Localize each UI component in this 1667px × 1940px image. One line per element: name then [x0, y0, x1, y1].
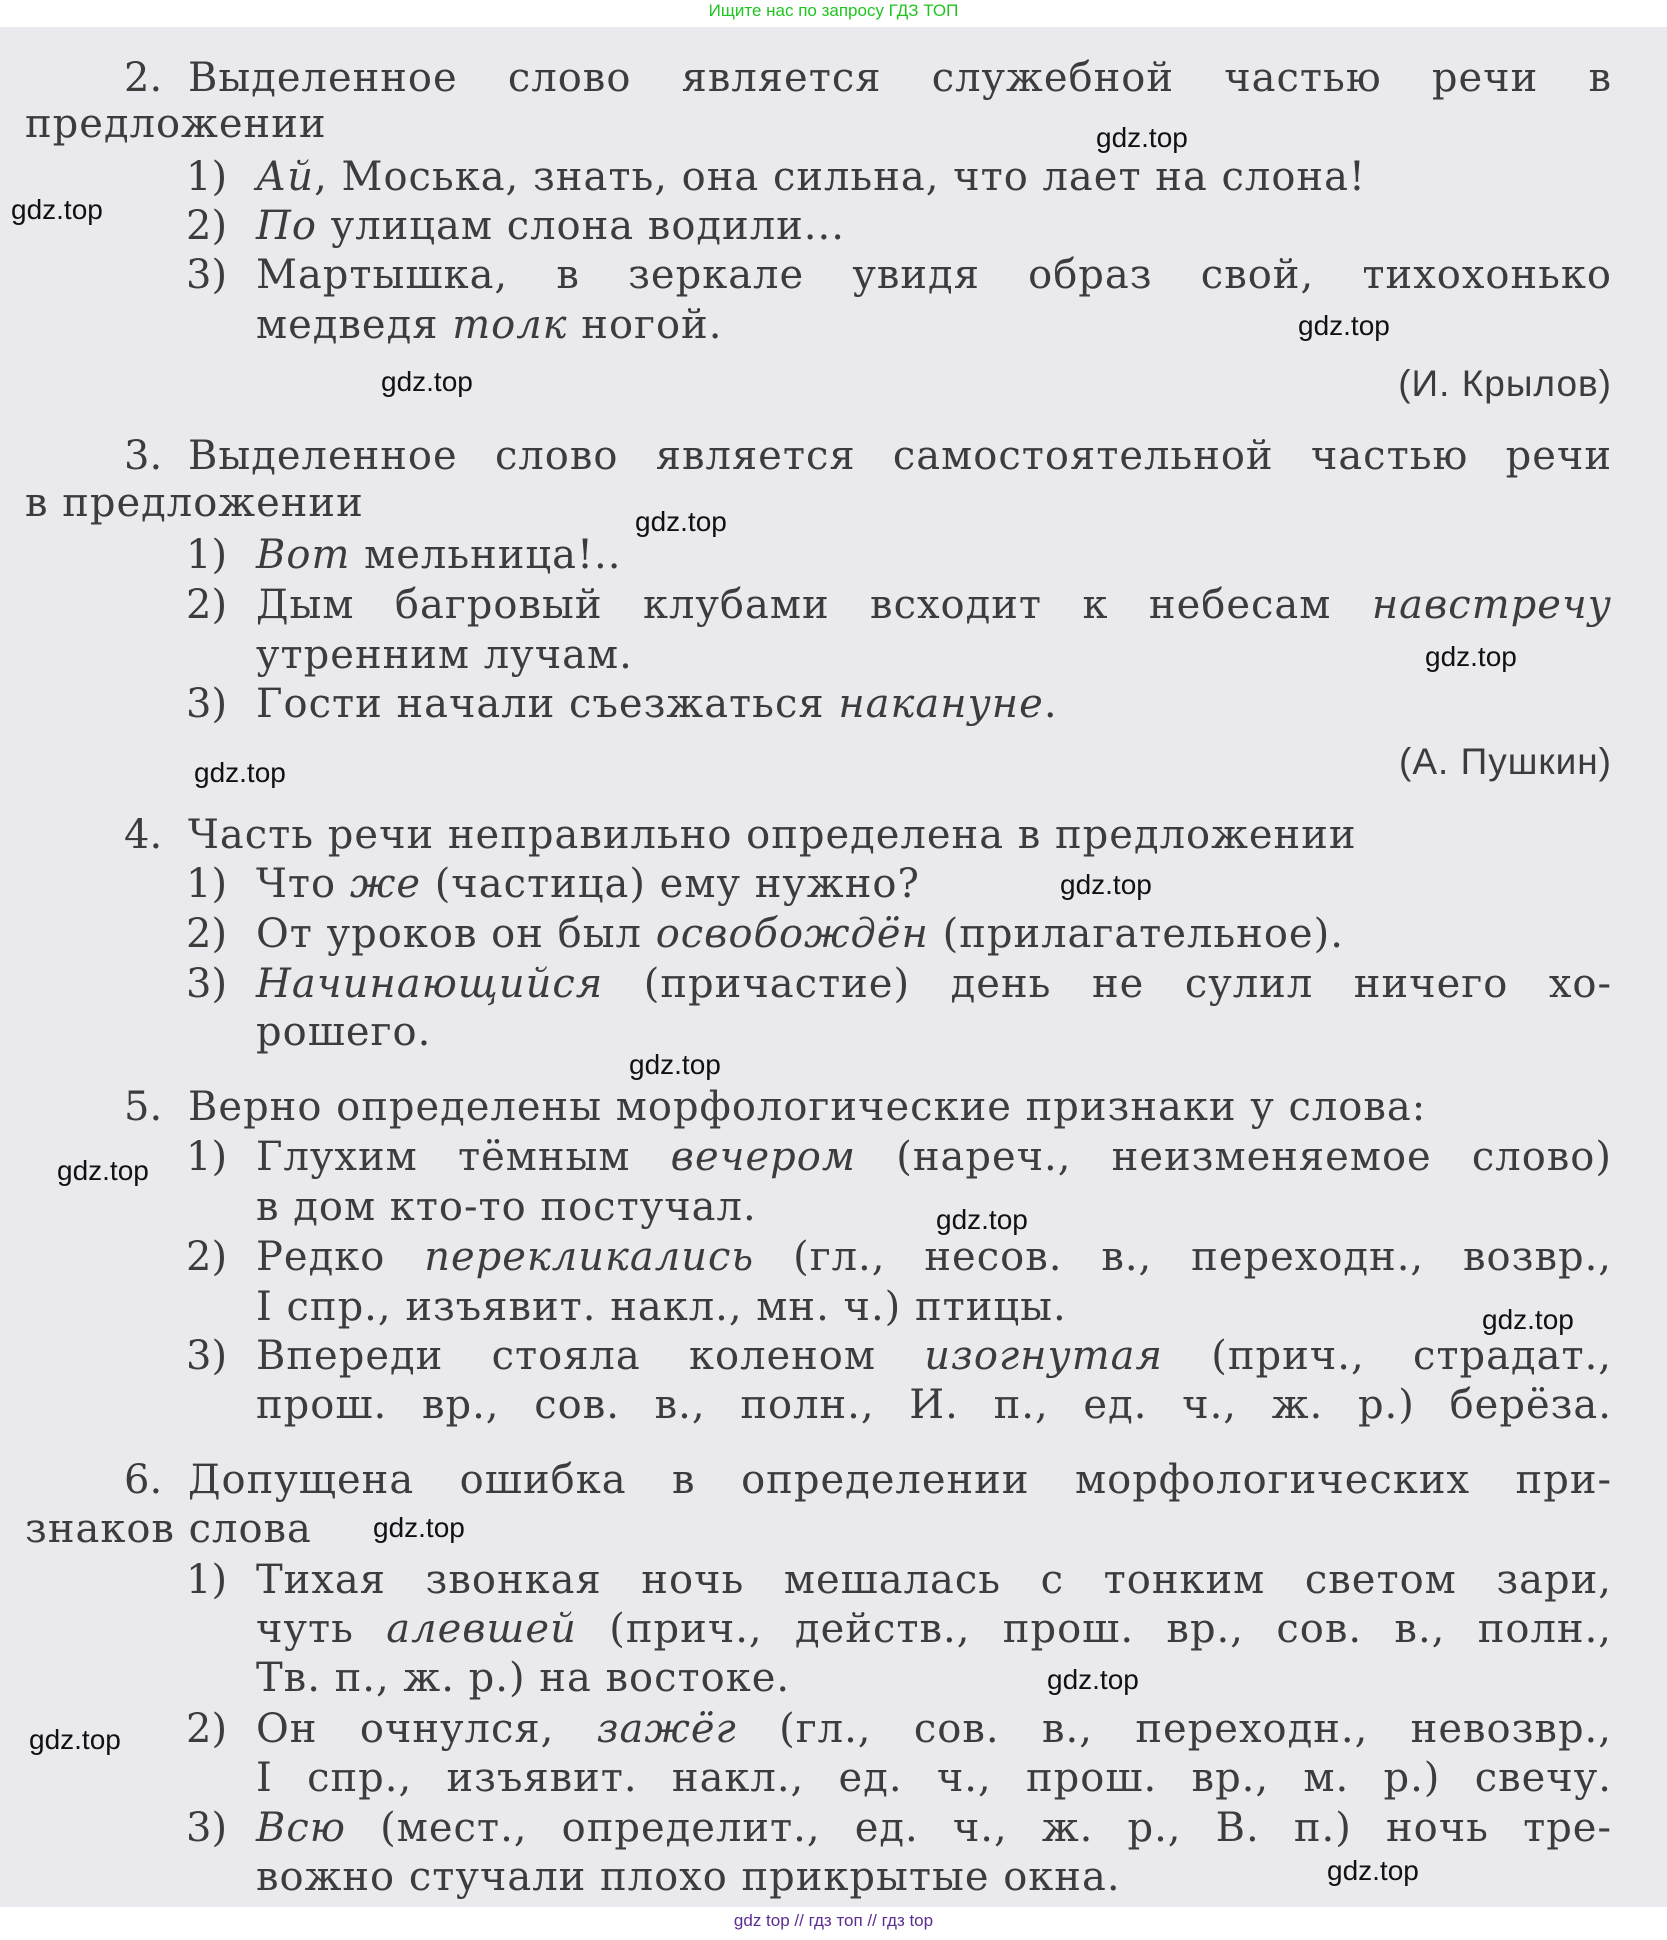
- text-segment: прош. вр., сов. в., полн., И. п., ед. ч., ж. р.) берёза.: [256, 1382, 1612, 1428]
- text-segment: (нареч., неизменяемое слово): [856, 1134, 1612, 1180]
- text-segment: Глухим тёмным: [256, 1134, 671, 1180]
- text-segment: Допущена ошибка в определении морфологических при-: [188, 1457, 1612, 1503]
- option-number: 2): [186, 203, 228, 249]
- text-segment: (прич., действ., прош. вр., сов. в., полн.,: [576, 1606, 1612, 1652]
- watermark-text: gdz.top: [194, 757, 286, 788]
- text-segment: Часть речи неправильно определена в предложении: [188, 812, 1357, 858]
- option-number: 2): [186, 1706, 228, 1752]
- option-text: [256, 1232, 1612, 1282]
- question-number: 3.: [124, 433, 163, 479]
- watermark-text: gdz.top: [57, 1155, 149, 1186]
- question-number: 5.: [124, 1084, 163, 1130]
- text-segment: Мартышка, в зеркале увидя образ свой, тихохонько: [256, 252, 1612, 298]
- question-text-continued: [25, 99, 1612, 149]
- option-text: [256, 959, 1612, 1009]
- highlighted-word: перекликались: [424, 1234, 755, 1280]
- highlighted-word: накануне: [838, 681, 1044, 727]
- highlighted-word: Вот: [256, 532, 351, 578]
- text-segment: знаков слова: [25, 1506, 312, 1552]
- option-number: 1): [186, 532, 228, 578]
- question-text: [188, 810, 1612, 860]
- watermark-text: gdz.top: [1060, 869, 1152, 900]
- text-segment: (гл., сов. в., переходн., невозвр.,: [736, 1706, 1612, 1752]
- option-text: [256, 1704, 1612, 1754]
- option-number: 3): [186, 1805, 228, 1851]
- option-text: [256, 530, 1612, 580]
- question-text-continued: [25, 1504, 1612, 1554]
- option-text-continued: [256, 300, 1612, 350]
- watermark-text: gdz.top: [373, 1512, 465, 1543]
- option-text-continued: [256, 630, 1612, 680]
- text-segment: в предложении: [25, 480, 364, 526]
- watermark-text: gdz.top: [1482, 1304, 1574, 1335]
- option-number: 2): [186, 911, 228, 957]
- highlighted-word: вечером: [670, 1134, 857, 1180]
- text-segment: ногой.: [567, 302, 723, 348]
- option-number: 3): [186, 252, 228, 298]
- watermark-text: gdz.top: [29, 1724, 121, 1755]
- text-segment: (причастие) день не сулил ничего хо-: [603, 961, 1612, 1007]
- watermark-text: gdz.top: [1096, 122, 1188, 153]
- text-segment: улицам слона водили...: [316, 203, 845, 249]
- text-segment: I спр., изъявит. накл., мн. ч.) птицы.: [256, 1284, 1067, 1330]
- option-text: [256, 152, 1612, 202]
- text-segment: Редко: [256, 1234, 425, 1280]
- question-text-continued: [25, 478, 1612, 528]
- question-text: [188, 1082, 1612, 1132]
- option-text: [256, 250, 1612, 300]
- highlighted-word: алевшей: [386, 1606, 577, 1652]
- watermark-text: gdz.top: [1298, 310, 1390, 341]
- search-banner: Ищите нас по запросу ГДЗ ТОП: [708, 1, 959, 20]
- option-number: 1): [186, 1557, 228, 1603]
- text-segment: , Моська, знать, она сильна, что лает на слона!: [314, 154, 1366, 200]
- text-segment: I спр., изъявит. накл., ед. ч., прош. вр., м. р.) свечу.: [256, 1755, 1612, 1801]
- highlighted-word: Ай: [256, 154, 315, 200]
- text-segment: мельница!..: [350, 532, 622, 578]
- text-segment: (прилагательное).: [928, 911, 1344, 957]
- text-segment: в дом кто-то постучал.: [256, 1184, 757, 1230]
- question-number: 2.: [124, 55, 163, 101]
- question-text: [188, 431, 1612, 481]
- option-text-continued: [256, 1282, 1612, 1332]
- text-segment: вожно стучали плохо прикрытые окна.: [256, 1854, 1121, 1900]
- text-segment: Выделенное слово является служебной частью речи в: [188, 55, 1612, 101]
- text-segment: Он очнулся,: [256, 1706, 597, 1752]
- text-segment: Что: [256, 861, 350, 907]
- quote-source: [1200, 737, 1612, 787]
- option-number: 2): [186, 1234, 228, 1280]
- option-text: [256, 909, 1612, 959]
- text-segment: медведя: [256, 302, 453, 348]
- text-segment: Тв. п., ж. р.) на востоке.: [256, 1655, 791, 1701]
- quote-source: [1200, 359, 1612, 409]
- option-number: 1): [186, 861, 228, 907]
- option-text: [256, 201, 1612, 251]
- text-segment: (мест., определит., ед. ч., ж. р., В. п.) ночь тре-: [346, 1805, 1612, 1851]
- option-number: 1): [186, 1134, 228, 1180]
- watermark-text: gdz.top: [936, 1204, 1028, 1235]
- question-text: [188, 1455, 1612, 1505]
- option-number: 3): [186, 681, 228, 727]
- highlighted-word: зажёг: [596, 1706, 737, 1752]
- text-segment: Верно определены морфологические признаки у слова:: [188, 1084, 1427, 1130]
- text-segment: Гости начали съезжаться: [256, 681, 839, 727]
- text-segment: (А. Пушкин): [1399, 741, 1612, 782]
- option-text-continued: [256, 1380, 1612, 1430]
- watermark-text: gdz.top: [381, 366, 473, 397]
- highlighted-word: Начинающийся: [256, 961, 604, 1007]
- text-segment: чуть: [256, 1606, 387, 1652]
- text-segment: (прич., страдат.,: [1162, 1333, 1612, 1379]
- option-text: [256, 1555, 1612, 1605]
- option-text-continued: [256, 1604, 1612, 1654]
- option-number: 3): [186, 961, 228, 1007]
- option-text: [256, 679, 1612, 729]
- option-number: 2): [186, 582, 228, 628]
- watermark-text: gdz.top: [1425, 641, 1517, 672]
- highlighted-word: толк: [452, 302, 568, 348]
- text-segment: Дым багровый клубами всходит к небесам: [256, 582, 1372, 628]
- option-text-continued: [256, 1182, 1612, 1232]
- option-text: [256, 1803, 1612, 1853]
- text-segment: .: [1043, 681, 1058, 727]
- watermark-text: gdz.top: [11, 194, 103, 225]
- highlighted-word: же: [349, 861, 421, 907]
- option-text: [256, 859, 1612, 909]
- watermark-text: gdz.top: [1327, 1855, 1419, 1886]
- option-text: [256, 1132, 1612, 1182]
- footer-links: gdz top // гдз топ // гдз top: [733, 1911, 934, 1930]
- question-number: 4.: [124, 812, 163, 858]
- highlighted-word: По: [256, 203, 317, 249]
- text-segment: (частица) ему нужно?: [420, 861, 920, 907]
- question-text: [188, 53, 1612, 103]
- option-number: 3): [186, 1333, 228, 1379]
- text-segment: (гл., несов. в., переходн., возвр.,: [754, 1234, 1613, 1280]
- option-text: [256, 1331, 1612, 1381]
- option-text-continued: [256, 1753, 1612, 1803]
- text-segment: Тихая звонкая ночь мешалась с тонким светом зари,: [256, 1557, 1612, 1603]
- option-text-continued: [256, 1653, 1612, 1703]
- text-segment: Впереди стояла коленом: [256, 1333, 925, 1379]
- text-segment: От уроков он был: [256, 911, 656, 957]
- question-number: 6.: [124, 1457, 163, 1503]
- watermark-text: gdz.top: [635, 506, 727, 537]
- watermark-text: gdz.top: [629, 1049, 721, 1080]
- highlighted-word: Всю: [256, 1805, 347, 1851]
- highlighted-word: навстречу: [1371, 582, 1612, 628]
- highlighted-word: освобождён: [655, 911, 929, 957]
- option-number: 1): [186, 154, 228, 200]
- option-text: [256, 580, 1612, 630]
- highlighted-word: изогнутая: [924, 1333, 1163, 1379]
- text-segment: предложении: [25, 101, 327, 147]
- text-segment: (И. Крылов): [1398, 363, 1612, 404]
- text-segment: утренним лучам.: [256, 632, 633, 678]
- text-segment: рошего.: [256, 1009, 432, 1055]
- text-segment: Выделенное слово является самостоятельной частью речи: [188, 433, 1612, 479]
- watermark-text: gdz.top: [1047, 1664, 1139, 1695]
- option-text-continued: [256, 1007, 1612, 1057]
